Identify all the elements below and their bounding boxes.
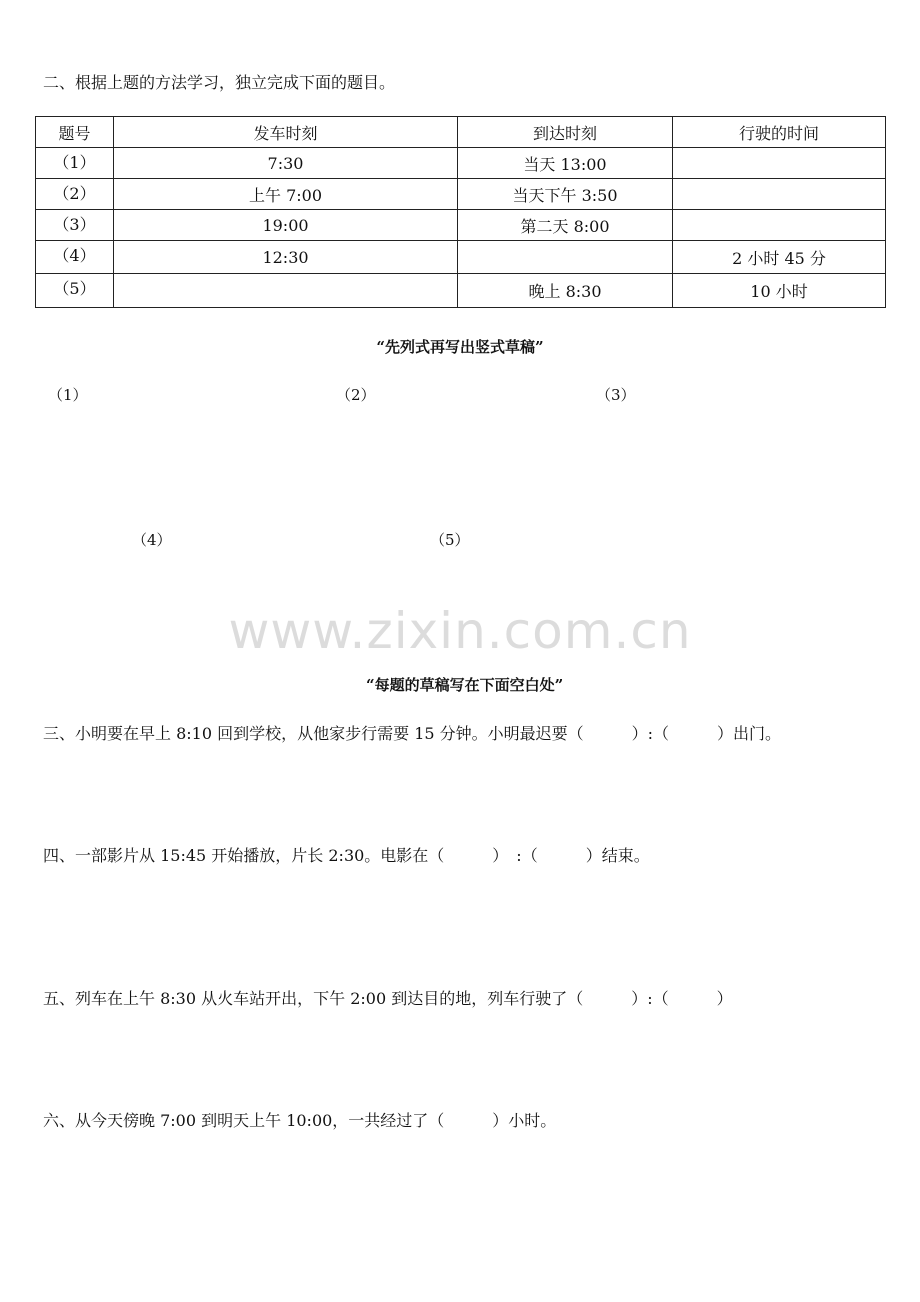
header-cell: 发车时刻	[114, 117, 458, 148]
watermark: www.zixin.com.cn	[228, 602, 692, 660]
table-cell: 12:30	[114, 241, 458, 274]
draft-label: （5）	[430, 531, 470, 549]
header-cell: 题号	[36, 117, 114, 148]
header-cell: 行驶的时间	[673, 117, 886, 148]
table-cell: 19:00	[114, 210, 458, 241]
table-row	[36, 179, 886, 210]
table-cell: （5）	[36, 274, 114, 308]
draft-title: “先列式再写出竖式草稿”	[376, 338, 544, 356]
timetable	[35, 116, 886, 308]
table-row	[36, 210, 886, 241]
draft-label: （3）	[596, 386, 636, 404]
table-cell-blank[interactable]	[673, 179, 886, 210]
table-cell: 当天下午 3:50	[458, 179, 673, 210]
question-6: 六、从今天傍晚 7:00 到明天上午 10:00，一共经过了（ ）小时。	[43, 1111, 557, 1130]
question-4: 四、一部影片从 15:45 开始播放，片长 2:30。电影在（ ） :（ ）结束。	[43, 846, 650, 865]
question-5: 五、列车在上午 8:30 从火车站开出，下午 2:00 到达目的地，列车行驶了（ ）:（ ）	[43, 989, 733, 1008]
table-row	[36, 148, 886, 179]
table-cell-blank[interactable]	[458, 241, 673, 274]
draft-label: （4）	[132, 531, 172, 549]
table-cell-blank[interactable]	[673, 148, 886, 179]
table-cell: 7:30	[114, 148, 458, 179]
table-cell: 2 小时 45 分	[673, 241, 886, 274]
table-header-row	[36, 117, 886, 148]
header-cell: 到达时刻	[458, 117, 673, 148]
table-cell-blank[interactable]	[673, 210, 886, 241]
table-cell: 第二天 8:00	[458, 210, 673, 241]
table-row	[36, 274, 886, 308]
table-cell: 当天 13:00	[458, 148, 673, 179]
table-cell-blank[interactable]	[114, 274, 458, 308]
section-2-heading: 二、根据上题的方法学习，独立完成下面的题目。	[43, 73, 396, 92]
table-cell: 10 小时	[673, 274, 886, 308]
table-row	[36, 241, 886, 274]
table-cell: 晚上 8:30	[458, 274, 673, 308]
draft-note: “每题的草稿写在下面空白处”	[366, 676, 564, 694]
table-cell: （4）	[36, 241, 114, 274]
table-cell: （1）	[36, 148, 114, 179]
table-cell: （3）	[36, 210, 114, 241]
question-3: 三、小明要在早上 8:10 回到学校，从他家步行需要 15 分钟。小明最迟要（ ）:（ ）出门。	[43, 724, 782, 743]
draft-label: （2）	[336, 386, 376, 404]
table-cell: 上午 7:00	[114, 179, 458, 210]
table-cell: （2）	[36, 179, 114, 210]
draft-label: （1）	[48, 386, 88, 404]
